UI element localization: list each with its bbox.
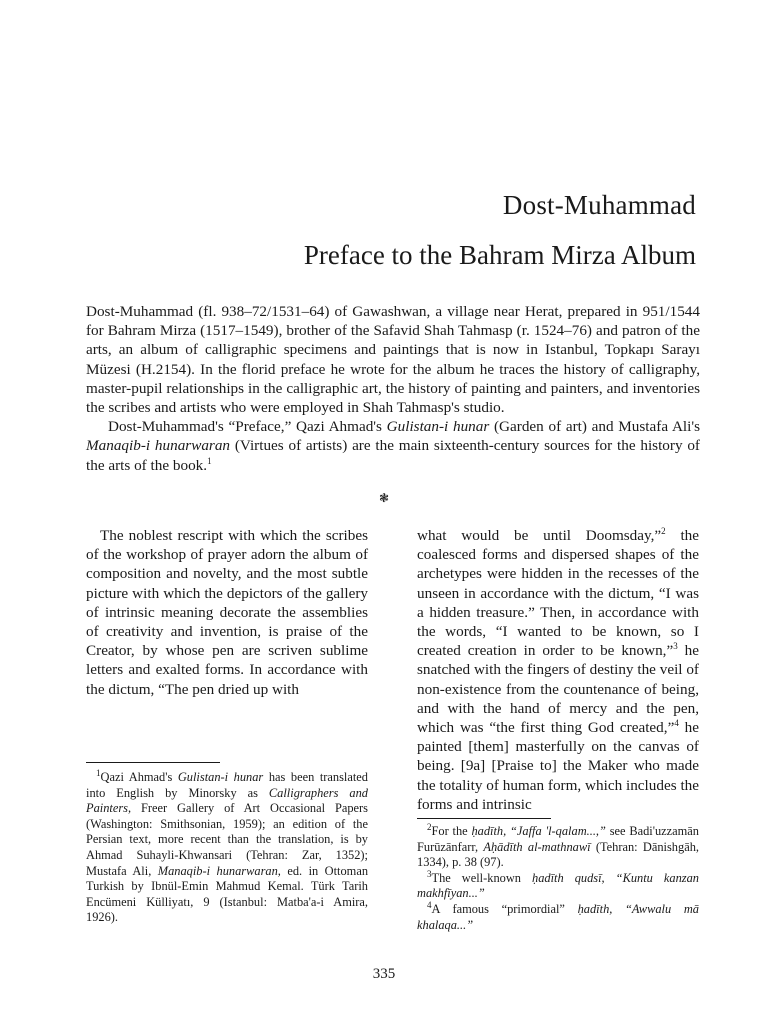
body-right-text-b: the coalesced forms and dispersed shapes of the archetypes were hidden in the recesses of the unseen in accordance with the dictum, “I was a hidden treasure.” Then, in accordance with the words, “I wanted to be known, so I created creation in order to be known,” <box>417 527 699 660</box>
footnote-2-title-ahadith: Aḥādīth al-mathnawī <box>483 839 591 854</box>
footnote-3 <box>417 868 699 902</box>
intro-p2-title-gulistan: Gulistan-i hunar <box>386 418 490 436</box>
page-number: 335 <box>372 966 396 982</box>
footnote-4-number: 4 <box>427 899 432 910</box>
body-right-text-d: he painted [them] masterfully on the canvas of being. [9a] [Praise to] the Maker who made the totality of human form, which includes the forms and intrinsic <box>417 719 699 813</box>
author-heading: Dost-Muhammad <box>502 190 696 220</box>
footnote-1 <box>86 767 369 926</box>
footnote-4 <box>417 899 699 933</box>
footnote-ref-1[interactable]: 1 <box>207 455 212 466</box>
footnote-ref-3[interactable]: 3 <box>673 641 678 652</box>
footnote-4-text-a: A famous “primordial” <box>431 901 578 916</box>
intro-paragraph-1: Dost-Muhammad (fl. 938–72/1531–64) of Gawashwan, a village near Herat, prepared in 951/1544 for Bahram Mirza (1517–1549), brother of the Safavid Shah Tahmasp (r. 1524–76) and patron of the arts, an album of calligraphic specimens and paintings that is now in Istanbul, Topkapı Sarayı Müzesi (H.2154). In the florid preface he wrote for the album he traces the history of calligraphy, master-pupil relationships in the calligraphic art, the history of painting and painters, and inventories the scribes and artists who were employed in Shah Tahmasp's studio. <box>86 303 700 417</box>
body-left-text: The noblest rescript with which the scribes of the workshop of prayer adorn the album of composition and novelty, and the most subtle picture with which the depictors of the gallery of intrinsic meaning decorate the assemblies of creativity and invention, is praise of the Creator, by whose pen are scriven sublime letters and exalted forms. In accordance with the dictum, “The pen dried up with <box>86 527 368 698</box>
body-right-text-c: he snatched with the fingers of destiny the veil of non-existence from the countenance of being, and with the hand of mercy and the pen, which was “the first thing God created,” <box>417 642 699 737</box>
footnote-1-title-manaqib: Manaqib-i hunarwaran, <box>157 863 281 878</box>
footnote-1-text-e: Freer Gallery of Art Occasional Papers (Washington: Smithsonian, 1959); an edition of the Persian text, more recent than the translation, is by Ahmad Suhayli-Khwansari (Tehran: Zar, 1352); Mustafa Ali, <box>86 801 368 878</box>
footnote-divider-left <box>86 762 220 763</box>
footnote-1-text-a: Qazi Ahmad's <box>100 770 178 784</box>
footnote-2-text-c: see Badi'uzzamān Furūzānfarr, <box>417 824 700 854</box>
footnote-1-title-gulistan: Gulistan-i hunar <box>177 770 264 784</box>
footnotes-left <box>86 767 369 926</box>
body-column-right <box>417 526 699 814</box>
footnote-ref-4[interactable]: 4 <box>674 717 679 728</box>
section-ornament-icon: ❃ <box>378 491 390 505</box>
footnote-1-text-c: has been translated into English by Minorsky as <box>86 770 368 800</box>
intro-p2-title-manaqib: Manaqib-i hunarwaran <box>86 437 231 455</box>
intro-p2-text-c: (Garden of art) and Mustafa Ali's <box>489 418 701 436</box>
body-column-left <box>86 526 368 699</box>
footnote-2-text-e: (Tehran: Dānishgāh, 1334), p. 38 (97). <box>417 839 699 870</box>
footnote-2-text-a: For the <box>431 824 472 838</box>
footnote-3-text-a: The well-known <box>431 870 533 885</box>
chapter-title: Preface to the Bahram Mirza Album <box>303 240 696 270</box>
footnote-2-hadith: ḥadīth, “Jaffa 'l-qalam...,” <box>471 824 606 838</box>
footnote-divider-right <box>417 818 551 819</box>
footnote-1-number: 1 <box>96 767 101 778</box>
footnote-2 <box>417 821 700 871</box>
footnotes-right <box>417 821 700 933</box>
footnote-4-hadith: ḥadīth, “Awwalu mā khalaqa...” <box>417 901 699 932</box>
footnote-3-hadith: ḥadīth qudsī, “Kuntu kanzan makhfīyan...” <box>417 870 699 901</box>
intro-p2-text-a: Dost-Muhammad's “Preface,” Qazi Ahmad's <box>108 418 387 436</box>
introduction <box>86 302 700 475</box>
body-right-text <box>417 526 699 814</box>
footnote-1-text-g: ed. in Ottoman Turkish by Ibnül-Emin Mahmud Kemal. Türk Tarih Encümeni Külliyatı, 9 (Istanbul: Matba'a-i Amira, 1926). <box>86 863 369 925</box>
intro-p2-text-e: (Virtues of artists) are the main sixteenth-century sources for the history of the arts of the book. <box>86 437 700 474</box>
footnote-2-number: 2 <box>427 821 432 832</box>
body-right-text-a: what would be until Doomsday,” <box>417 527 662 544</box>
footnote-1-title-calligraphers: Calligraphers and Painters, <box>86 785 368 816</box>
footnote-ref-2[interactable]: 2 <box>661 525 666 536</box>
footnote-3-number: 3 <box>427 868 432 879</box>
intro-paragraph-2 <box>86 417 700 475</box>
